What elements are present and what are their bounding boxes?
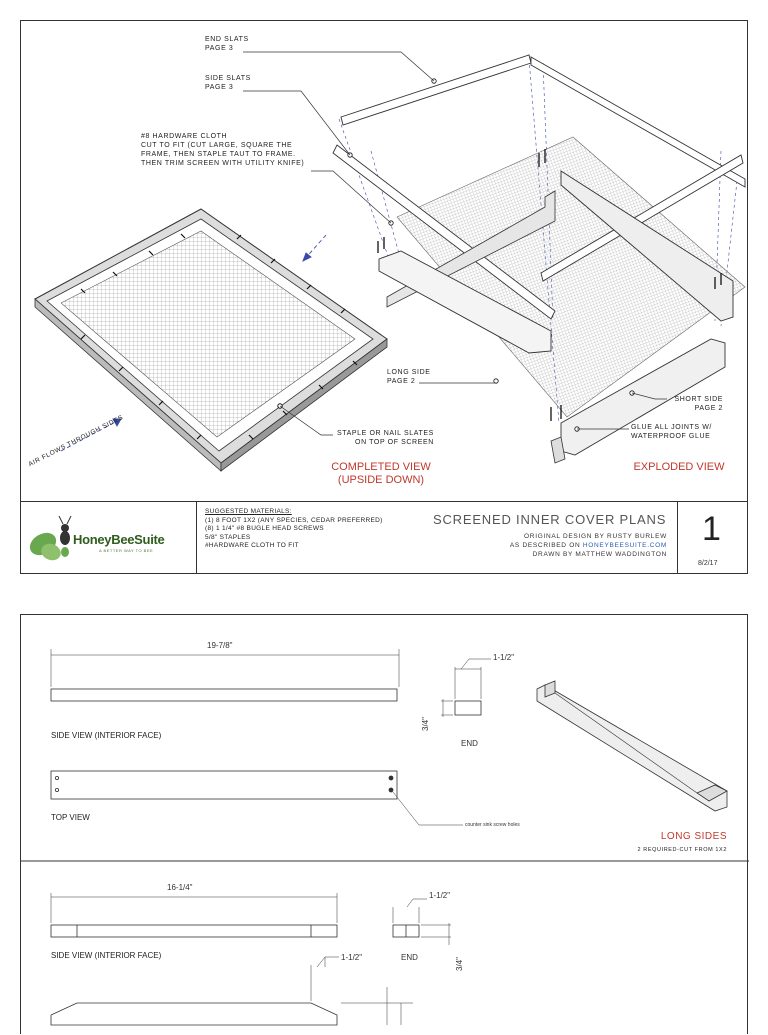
short-thickness-dim: 3/4": [455, 957, 464, 971]
sheet-number: 1: [702, 510, 721, 548]
sheet2-drawing: [21, 615, 749, 1035]
long-end-label: END: [461, 739, 478, 748]
long-thickness-dim: 3/4": [421, 717, 430, 731]
honeybeesuite-link[interactable]: HONEYBEESUITE.COM: [582, 542, 667, 549]
long-top-view-label: TOP VIEW: [51, 813, 90, 822]
logo-cell: [21, 502, 197, 574]
label-hardware-cloth: #8 HARDWARE CLOTH CUT TO FIT (CUT LARGE, SQUARE THE FRAME, THEN STAPLE TAUT TO FRAME. THEN TRIM SCREEN WITH UTILITY KNIFE): [141, 133, 305, 167]
label-short-side: SHORT SIDE PAGE 2: [674, 396, 723, 412]
materials-heading: SUGGESTED MATERIALS:: [205, 508, 292, 515]
plan-title: SCREENED INNER COVER PLANS: [433, 512, 667, 527]
plan-sheet-1: [20, 20, 748, 574]
long-side-view-label: SIDE VIEW (INTERIOR FACE): [51, 731, 162, 740]
short-end-label: END: [401, 953, 418, 962]
credits: [427, 532, 667, 559]
completed-view-title: COMPLETED VIEW (UPSIDE DOWN): [331, 461, 431, 486]
logo-tagline: A BETTER WAY TO BEE: [99, 548, 154, 553]
label-staple: STAPLE OR NAIL SLATES ON TOP OF SCREEN: [337, 430, 434, 446]
long-width-dim: 1-1/2": [493, 653, 515, 662]
short-length-dim: 16-1/4": [167, 883, 193, 892]
long-sides-subtitle: 2 REQUIRED-CUT FROM 1X2: [637, 847, 727, 853]
material-item: (8) 1 1/4" #8 BUGLE HEAD SCREWS: [205, 525, 324, 532]
label-glue: GLUE ALL JOINTS W/ WATERPROOF GLUE: [631, 424, 712, 440]
plan-sheet-2: [20, 614, 748, 1034]
material-item: #HARDWARE CLOTH TO FIT: [205, 542, 299, 549]
credit-drawn-by: DRAWN BY MATTHEW WADDINGTON: [532, 551, 667, 558]
materials-and-title-cell: [197, 502, 677, 574]
logo-text: HoneyBeeSuite: [73, 532, 165, 547]
label-long-side: LONG SIDE PAGE 2: [387, 369, 431, 385]
material-item: (1) 8 FOOT 1X2 (ANY SPECIES, CEDAR PREFERRED): [205, 516, 383, 524]
long-length-dim: 19-7/8": [207, 641, 233, 650]
screw-hole-note: counter sink screw holes: [465, 822, 520, 828]
material-item: 5/8" STAPLES: [205, 533, 251, 541]
title-block: [21, 501, 747, 574]
label-side-slats: SIDE SLATS PAGE 3: [205, 75, 251, 91]
exploded-view-title: EXPLODED VIEW: [633, 461, 725, 473]
credit-source-prefix: AS DESCRIBED ON: [509, 542, 583, 549]
short-notch-dim: 1-1/2": [341, 953, 363, 962]
short-width-dim: 1-1/2": [429, 891, 451, 900]
label-end-slats: END SLATS PAGE 3: [205, 36, 249, 52]
sheet-date: 8/2/17: [698, 560, 718, 567]
short-side-view-label: SIDE VIEW (INTERIOR FACE): [51, 951, 162, 960]
materials-list: [205, 508, 383, 551]
credit-source: [427, 541, 667, 550]
long-sides-title: LONG SIDES: [660, 831, 727, 842]
sheet-number-cell: [677, 502, 747, 574]
credit-design: ORIGINAL DESIGN BY RUSTY BURLEW: [524, 533, 667, 540]
label-airflow: AIR FLOWS THROUGH SIDES: [27, 414, 125, 469]
